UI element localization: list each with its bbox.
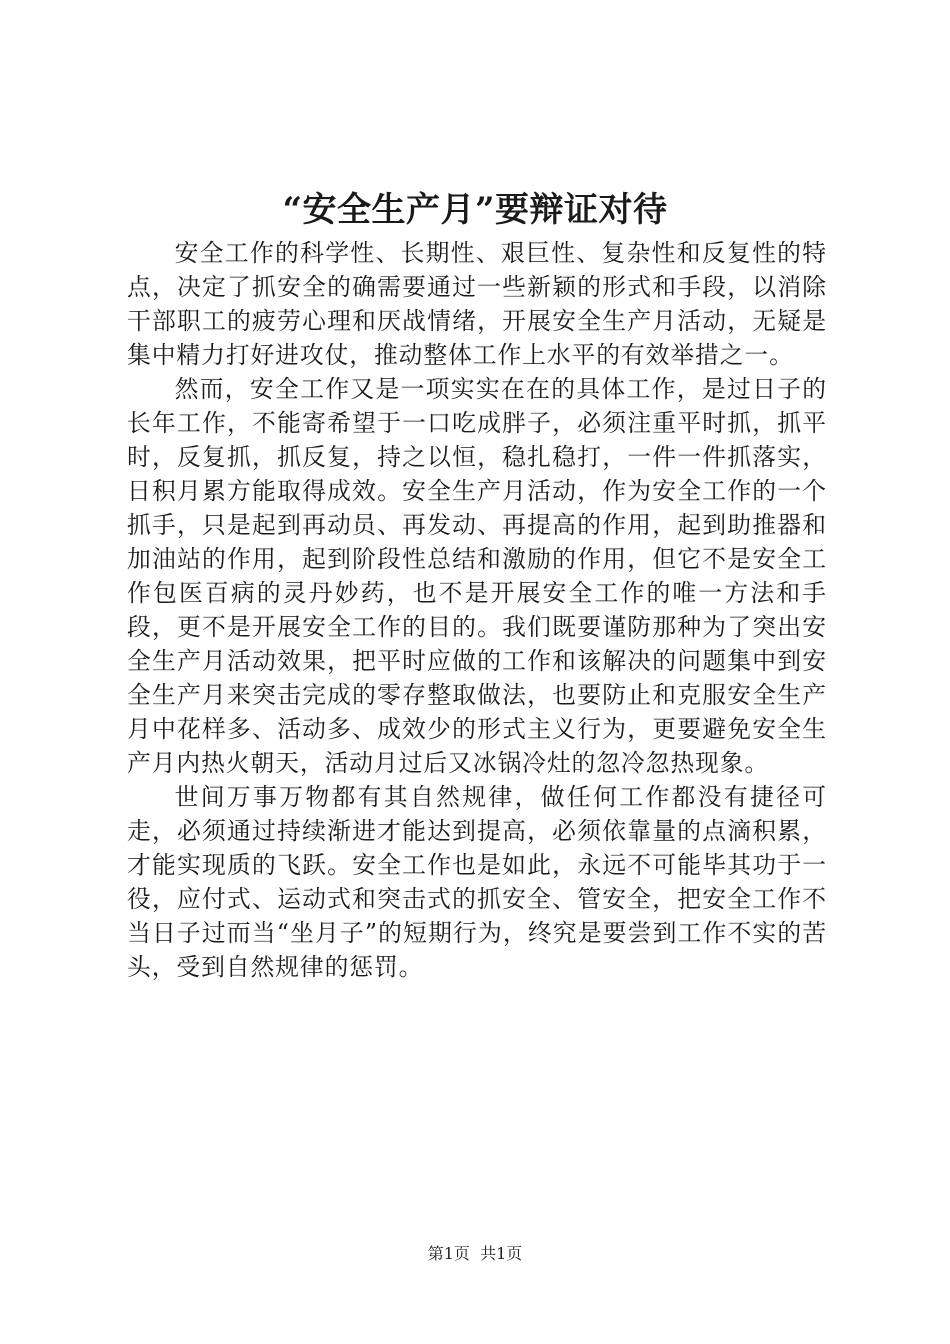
- page-footer: 第1页 共1页: [427, 1244, 523, 1263]
- document-title: “安全生产月”要辩证对待: [282, 190, 668, 230]
- document-body: [127, 236, 827, 984]
- paragraph-2: 然而，安全工作又是一项实实在在的具体工作，是过日子的长年工作，不能寄希望于一口吃成胖子，必须注重平时抓，抓平时，反复抓，抓反复，持之以恒，稳扎稳打，一件一件抓落实，日积月累方能取得成效。安全生产月活动，作为安全工作的一个抓手，只是起到再动员、再发动、再提高的作用，起到助推器和加油站的作用，起到阶段性总结和激励的作用，但它不是安全工作包医百病的灵丹妙药，也不是开展安全工作的唯一方法和手段，更不是开展安全工作的目的。我们既要谨防那种为了突出安全生产月活动效果，把平时应做的工作和该解决的问题集中到安全生产月来突击完成的零存整取做法，也要防止和克服安全生产月中花样多、活动多、成效少的形式主义行为，更要避免安全生产月内热火朝天，活动月过后又冰锅冷灶的忽冷忽热现象。: [127, 375, 827, 777]
- paragraph-3: 世间万事万物都有其自然规律，做任何工作都没有捷径可走，必须通过持续渐进才能达到提高，必须依靠量的点滴积累，才能实现质的飞跃。安全工作也是如此，永远不可能毕其功于一役，应付式、运动式和突击式的抓安全、管安全，把安全工作不当日子过而当“坐月子”的短期行为，终究是要尝到工作不实的苦头，受到自然规律的惩罚。: [127, 783, 827, 981]
- paragraph-1: 安全工作的科学性、长期性、艰巨性、复杂性和反复性的特点，决定了抓安全的确需要通过一些新颖的形式和手段，以消除干部职工的疲劳心理和厌战情绪，开展安全生产月活动，无疑是集中精力打好进攻仗，推动整体工作上水平的有效举措之一。: [127, 239, 827, 369]
